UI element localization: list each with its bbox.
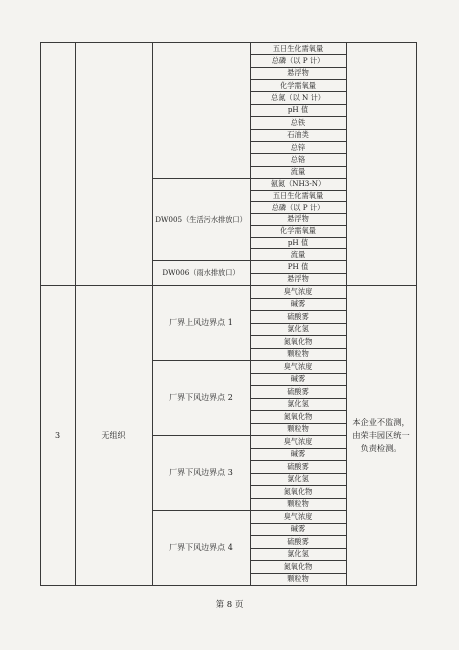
- table-border-bottom: [40, 585, 417, 586]
- pollutant-cell: 臭气浓度: [283, 511, 313, 521]
- pollutant-cell: 悬浮物: [287, 68, 309, 78]
- pollutant-cell: 总锌: [290, 142, 306, 152]
- pollutant-cell: 颗粒物: [287, 424, 309, 434]
- pollutant-cell: 氮氧化物: [283, 336, 313, 346]
- pollutant-cell: 氯化氢: [287, 474, 309, 484]
- pollutant-cell: 氯化氢: [287, 324, 309, 334]
- page-number: 第 8 页: [215, 600, 244, 610]
- pollutant-cell: 硫酸雾: [287, 311, 309, 321]
- row-index: 3: [54, 430, 61, 440]
- pollutant-cell: 化学需氧量: [280, 226, 316, 236]
- table-border-right: [416, 42, 417, 586]
- pollutant-cell: 流量: [290, 167, 306, 177]
- monitoring-note: 本企业不监测，由荣丰园区统一负责检测。: [352, 416, 410, 453]
- pollutant-cell: 碱雾: [290, 299, 306, 309]
- pollutant-cell: 硫酸雾: [287, 386, 309, 396]
- pollutant-cell: 臭气浓度: [283, 286, 313, 296]
- boundary-point-3: 厂界下风边界点 3: [169, 468, 233, 477]
- pollutant-cell: 总铬: [290, 154, 306, 164]
- boundary-point-4: 厂界下风边界点 4: [169, 543, 233, 552]
- monitoring-table: [40, 42, 417, 586]
- pollutant-cell: 五日生化需氧量: [272, 191, 324, 201]
- pollutant-cell: 颗粒物: [287, 499, 309, 509]
- pollutant-cell: 氮氧化物: [283, 486, 313, 496]
- pollutant-cell: 碱雾: [290, 449, 306, 459]
- pollutant-cell: 臭气浓度: [283, 361, 313, 371]
- pollutant-cell: 颗粒物: [287, 574, 309, 584]
- pollutant-cell: pH 值: [287, 105, 309, 115]
- pollutant-cell: 总磷（以 P 计）: [271, 56, 325, 66]
- table-border-top: [40, 42, 417, 43]
- pollutant-cell: 化学需氧量: [280, 80, 316, 90]
- pollutant-cell: 硫酸雾: [287, 461, 309, 471]
- pollutant-cell: 总氮（以 N 计）: [271, 93, 325, 103]
- pollutant-cell: 臭气浓度: [283, 436, 313, 446]
- pollutant-cell: 五日生化需氧量: [272, 43, 324, 53]
- pollutant-cell: 氯化氢: [287, 399, 309, 409]
- pollutant-cell: 悬浮物: [287, 274, 309, 284]
- pollutant-cell: 流量: [290, 249, 306, 259]
- pollutant-cell: 悬浮物: [287, 214, 309, 224]
- row-category: 无组织: [101, 430, 126, 440]
- boundary-point-2: 厂界下风边界点 2: [169, 393, 233, 402]
- pollutant-cell: PH 值: [287, 261, 309, 271]
- pollutant-cell: 碱雾: [290, 524, 306, 534]
- pollutant-cell: 碱雾: [290, 374, 306, 384]
- outlet-dw005: DW005（生活污水排放口）: [155, 214, 247, 224]
- pollutant-cell: 氯化氢: [287, 549, 309, 559]
- pollutant-cell: 氮氧化物: [283, 561, 313, 571]
- boundary-point-1: 厂界上风边界点 1: [169, 318, 233, 327]
- pollutant-cell: 硫酸雾: [287, 536, 309, 546]
- pollutant-cell: 总铁: [290, 117, 306, 127]
- pollutant-cell: 石油类: [287, 130, 309, 140]
- pollutant-cell: 总磷（以 P 计）: [271, 202, 325, 212]
- pollutant-cell: 氨氮（NH3-N）: [270, 179, 326, 189]
- pollutant-cell: 氮氧化物: [283, 411, 313, 421]
- pollutant-cell: pH 值: [287, 237, 309, 247]
- pollutant-cell: 颗粒物: [287, 349, 309, 359]
- outlet-dw006: DW006（雨水排放口）: [162, 268, 240, 277]
